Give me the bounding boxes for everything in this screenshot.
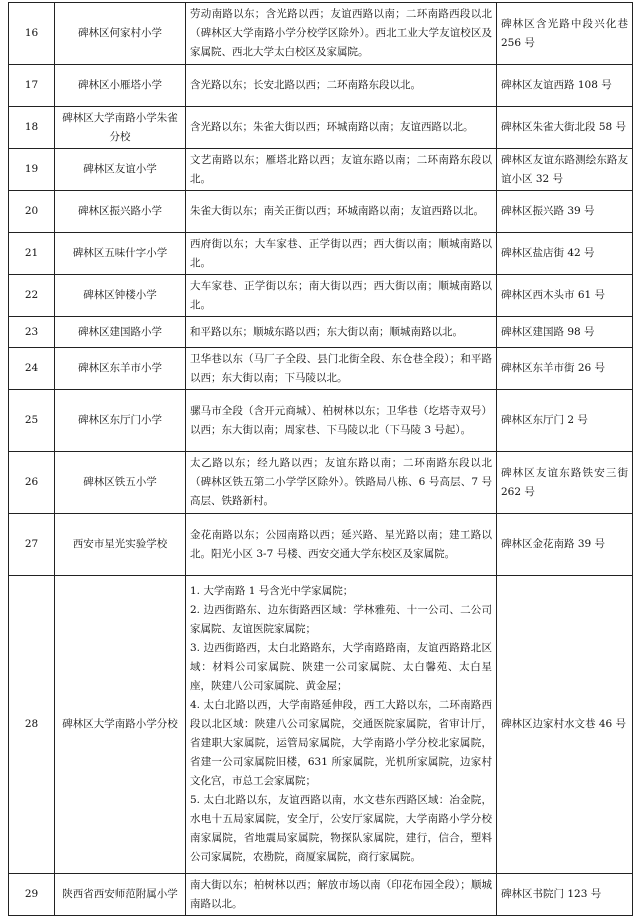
enrollment-area: 太乙路以东；经九路以西；友谊东路以南；二环南路东段以北（碑林区铁五第二小学学区除外）。铁路局八栋、6 号高层、7 号高层、铁路新村。 (186, 452, 497, 514)
table-row (9, 191, 633, 233)
row-number: 22 (9, 275, 55, 317)
table-row (9, 275, 633, 317)
row-number: 18 (9, 107, 55, 149)
school-address: 碑林区西木头市 61 号 (497, 275, 633, 317)
row-number: 29 (9, 874, 55, 916)
school-address: 碑林区边家村水文巷 46 号 (497, 576, 633, 874)
school-address: 碑林区友谊东路铁安三街 262 号 (497, 452, 633, 514)
school-name: 陕西省西安师范附属小学 (55, 874, 186, 916)
school-address: 碑林区朱雀大街北段 58 号 (497, 107, 633, 149)
row-number: 25 (9, 390, 55, 452)
enrollment-area: 和平路以东；顺城东路以西；东大街以南；顺城南路以北。 (186, 317, 497, 348)
school-address: 碑林区金花南路 39 号 (497, 514, 633, 576)
table-row (9, 514, 633, 576)
school-name: 碑林区东羊市小学 (55, 348, 186, 390)
area-item: 4. 太白北路以西，大学南路延伸段，西工大路以东，二环南路西段以北区域：陕建八公司家属院，交通医院家属院，省审计厅，省建职大家属院，运管局家属院，大学南路小学分校北家属院，省建一公司家属院旧楼，631 所家属院，光机所家属院，边家村文化宫，市总工会家属院； (190, 699, 492, 787)
row-number: 16 (9, 3, 55, 65)
school-name: 碑林区五味什字小学 (55, 233, 186, 275)
table-row (9, 348, 633, 390)
school-address: 碑林区东羊市街 26 号 (497, 348, 633, 390)
enrollment-area: 含光路以东；朱雀大街以西；环城南路以南；友谊西路以北。 (186, 107, 497, 149)
row-number: 24 (9, 348, 55, 390)
school-address: 碑林区振兴路 39 号 (497, 191, 633, 233)
school-name: 碑林区大学南路小学分校 (55, 576, 186, 874)
enrollment-area: 骡马市全段（含开元商城）、柏树林以东；卫华巷（圪塔寺双号）以西；东大街以南；周家巷、下马陵以北（下马陵 3 号起）。 (186, 390, 497, 452)
table-row (9, 65, 633, 107)
row-number: 17 (9, 65, 55, 107)
table-row (9, 317, 633, 348)
enrollment-area: 金花南路以东；公园南路以西；延兴路、星光路以南；建工路以北。阳光小区 3-7 号楼、西安交通大学东校区及家属院。 (186, 514, 497, 576)
school-name: 碑林区友谊小学 (55, 149, 186, 191)
area-item: 3. 边西街路西，太白北路路东，大学南路路南，友谊西路路北区域：材料公司家属院、陕建一公司家属院、太白馨苑、太白星座，陕建八公司家属院、黄金屋； (190, 642, 492, 692)
table-row (9, 233, 633, 275)
enrollment-area: 卫华巷以东（马厂子全段、县门北街全段、东仓巷全段）；和平路以西；东大街以南；下马陵以北。 (186, 348, 497, 390)
school-address: 碑林区建国路 98 号 (497, 317, 633, 348)
area-item: 5. 太白北路以东，友谊西路以南，水文巷东西路区域：冶金院，水电十五局家属院，安全厅，公安厅家属院，大学南路小学分校南家属院，省地震局家属院，物探队家属院，建行，信合，塑料公司家属院，农勘院，商厦家属院，商行家属院。 (190, 794, 492, 863)
table-row (9, 390, 633, 452)
school-address: 碑林区东厅门 2 号 (497, 390, 633, 452)
row-number: 28 (9, 576, 55, 874)
school-address: 碑林区含光路中段兴化巷 256 号 (497, 3, 633, 65)
enrollment-area: 大车家巷、正学街以东；南大街以西；西大街以南；顺城南路以北。 (186, 275, 497, 317)
school-district-table (8, 2, 633, 916)
school-name: 碑林区小雁塔小学 (55, 65, 186, 107)
row-number: 27 (9, 514, 55, 576)
school-name: 碑林区铁五小学 (55, 452, 186, 514)
row-number: 19 (9, 149, 55, 191)
row-number: 20 (9, 191, 55, 233)
school-name: 碑林区振兴路小学 (55, 191, 186, 233)
table-row (9, 3, 633, 65)
table-row (9, 107, 633, 149)
area-item: 2. 边西街路东、边东街路西区域：学林雅苑、十一公司、二公司家属院、友谊医院家属院； (190, 604, 492, 635)
table-row (9, 576, 633, 874)
enrollment-area: 含光路以东；长安北路以西；二环南路东段以北。 (186, 65, 497, 107)
enrollment-area (186, 576, 497, 874)
row-number: 23 (9, 317, 55, 348)
enrollment-area: 文艺南路以东；雁塔北路以西；友谊东路以南；二环南路东段以北。 (186, 149, 497, 191)
school-name: 碑林区何家村小学 (55, 3, 186, 65)
school-address: 碑林区盐店街 42 号 (497, 233, 633, 275)
table-row (9, 452, 633, 514)
school-address: 碑林区友谊东路测绘东路友谊小区 32 号 (497, 149, 633, 191)
school-name: 碑林区建国路小学 (55, 317, 186, 348)
school-name: 碑林区钟楼小学 (55, 275, 186, 317)
area-item: 1. 大学南路 1 号含光中学家属院； (190, 585, 354, 597)
row-number: 26 (9, 452, 55, 514)
enrollment-area: 南大街以东；柏树林以西；解放市场以南（印花布园全段）；顺城南路以北。 (186, 874, 497, 916)
school-name: 西安市星光实验学校 (55, 514, 186, 576)
table-row (9, 149, 633, 191)
school-name: 碑林区东厅门小学 (55, 390, 186, 452)
enrollment-area: 朱雀大街以东；南关正街以西；环城南路以南；友谊西路以北。 (186, 191, 497, 233)
school-name: 碑林区大学南路小学朱雀分校 (55, 107, 186, 149)
row-number: 21 (9, 233, 55, 275)
school-address: 碑林区书院门 123 号 (497, 874, 633, 916)
school-address: 碑林区友谊西路 108 号 (497, 65, 633, 107)
enrollment-area: 西府街以东；大车家巷、正学街以西；西大街以南；顺城南路以北。 (186, 233, 497, 275)
enrollment-area: 劳动南路以东；含光路以西；友谊西路以南；二环南路西段以北（碑林区大学南路小学分校学区除外）。西北工业大学友谊校区及家属院、西北大学太白校区及家属院。 (186, 3, 497, 65)
